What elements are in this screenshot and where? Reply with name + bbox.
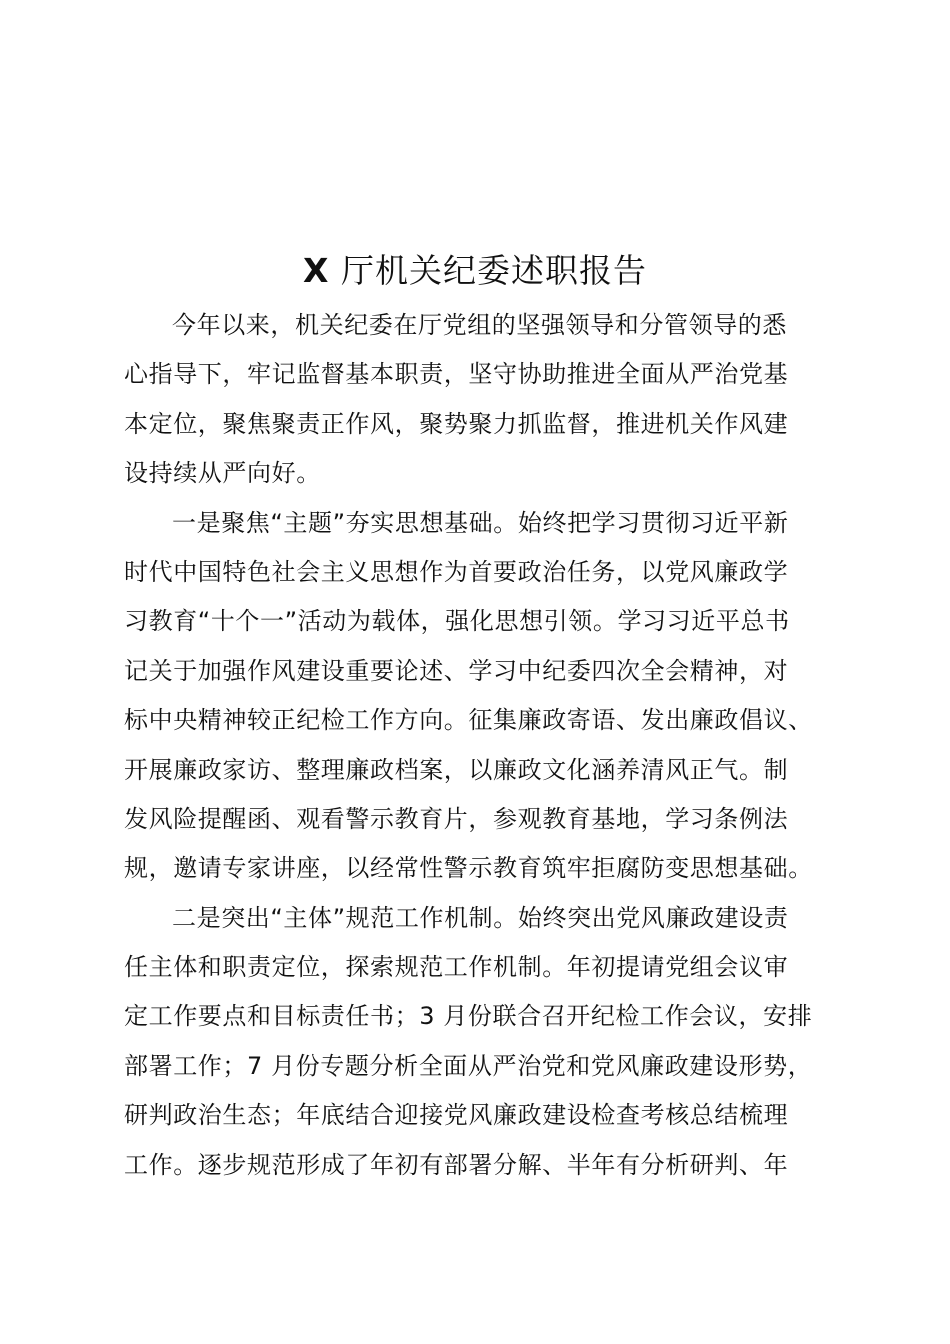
text-line: 设持续从严向好。	[124, 459, 321, 488]
text-line: 发风险提醒函、观看警示教育片，参观教育基地，学习条例法	[124, 804, 789, 833]
document-title	[0, 248, 950, 294]
title-main: 厅机关纪委述职报告	[340, 251, 647, 291]
text-line: 心指导下，牢记监督基本职责，坚守协助推进全面从严治党基	[124, 360, 789, 389]
text-line: 定工作要点和目标责任书；3 月份联合召开纪检工作会议，安排	[124, 1002, 813, 1031]
text-line: 二是突出“主体”规范工作机制。始终突出党风廉政建设责	[172, 903, 789, 932]
document-body	[124, 301, 834, 1190]
text-line: 记关于加强作风建设重要论述、学习中纪委四次全会精神，对	[124, 656, 789, 685]
text-line: 工作。逐步规范形成了年初有部署分解、半年有分析研判、年	[124, 1150, 789, 1179]
paragraph-intro	[124, 301, 834, 499]
text-line: 今年以来，机关纪委在厅党组的坚强领导和分管领导的悉	[172, 311, 787, 339]
text-line: 本定位，聚焦聚责正作风，聚势聚力抓监督，推进机关作风建	[124, 409, 789, 438]
text-line: 习教育“十个一”活动为载体，强化思想引领。学习习近平总书	[124, 607, 790, 636]
text-line: 标中央精神较正纪检工作方向。征集廉政寄语、发出廉政倡议、	[124, 706, 813, 735]
text-line: 开展廉政家访、整理廉政档案，以廉政文化涵养清风正气。制	[124, 755, 789, 784]
text-line: 部署工作；7 月份专题分析全面从严治党和党风廉政建设形势，	[124, 1051, 813, 1080]
text-line: 规，邀请专家讲座，以经常性警示教育筑牢拒腐防变思想基础。	[124, 854, 813, 883]
paragraph-theme	[124, 499, 834, 894]
text-line: 任主体和职责定位，探索规范工作机制。年初提请党组会议审	[124, 953, 789, 982]
paragraph-mechanism	[124, 894, 834, 1190]
title-prefix: X	[303, 251, 330, 291]
text-line: 一是聚焦“主题”夯实思想基础。始终把学习贯彻习近平新	[172, 508, 789, 537]
text-line: 时代中国特色社会主义思想作为首要政治任务，以党风廉政学	[124, 557, 789, 586]
text-line: 研判政治生态；年底结合迎接党风廉政建设检查考核总结梳理	[124, 1101, 789, 1130]
